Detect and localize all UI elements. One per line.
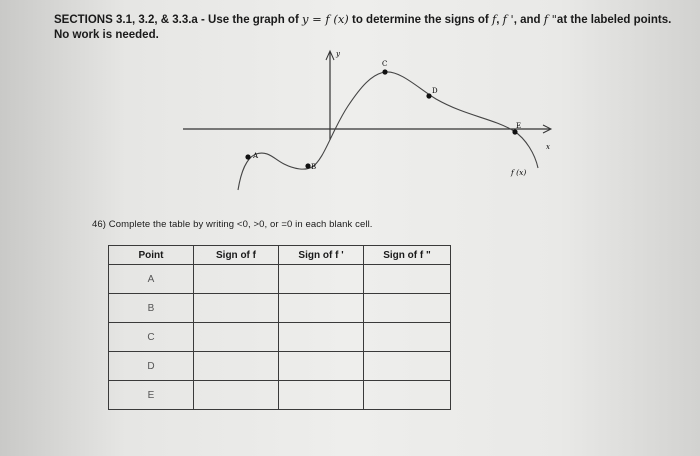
blank-cell[interactable] — [279, 381, 364, 410]
f-double-prime-symbol: f " — [543, 12, 557, 26]
point-a-label: A — [253, 152, 259, 160]
blank-cell[interactable] — [279, 294, 364, 323]
curve-label: f (x) — [511, 168, 527, 177]
x-axis-label: x — [546, 143, 550, 151]
row-point-label: A — [109, 265, 194, 294]
separator: , — [496, 14, 503, 26]
question-number: 46) — [92, 219, 107, 230]
y-axis-label: y — [336, 50, 340, 58]
answer-table — [108, 245, 451, 410]
blank-cell[interactable] — [364, 294, 451, 323]
table-row — [109, 265, 451, 294]
blank-cell[interactable] — [364, 323, 451, 352]
header-point: Point — [109, 246, 194, 265]
table-row — [109, 294, 451, 323]
point-a — [245, 154, 250, 159]
blank-cell[interactable] — [364, 352, 451, 381]
instruction-text: Use the graph of — [208, 14, 302, 26]
row-point-label: B — [109, 294, 194, 323]
header-sign-f-double-prime: Sign of f " — [364, 246, 451, 265]
dash: - — [197, 14, 209, 26]
blank-cell[interactable] — [279, 323, 364, 352]
blank-cell[interactable] — [364, 265, 451, 294]
section-label: SECTIONS 3.1, 3.2, & 3.3.a — [54, 14, 198, 26]
blank-cell[interactable] — [194, 265, 279, 294]
blank-cell[interactable] — [194, 352, 279, 381]
function-equation: y = f (x) — [301, 12, 349, 26]
point-d — [426, 93, 431, 98]
header-sign-f: Sign of f — [194, 246, 279, 265]
blank-cell[interactable] — [194, 294, 279, 323]
point-c-label: C — [382, 60, 388, 68]
point-d-label: D — [432, 87, 438, 95]
instruction-text: at the labeled points. No work is needed. — [54, 14, 672, 41]
point-b — [305, 163, 310, 168]
table-header-row — [109, 246, 451, 265]
question-prompt — [92, 219, 373, 230]
header-sign-f-prime: Sign of f ' — [279, 246, 364, 265]
point-e-label: E — [516, 122, 522, 130]
table-row — [109, 352, 451, 381]
blank-cell[interactable] — [194, 323, 279, 352]
table-row — [109, 323, 451, 352]
f-symbol: f — [491, 12, 497, 26]
instruction-text: to determine the signs of — [348, 14, 492, 26]
question-text: Complete the table by writing <0, >0, or =0 in each blank cell. — [108, 219, 373, 230]
blank-cell[interactable] — [364, 381, 451, 410]
separator: , and — [513, 14, 544, 26]
f-prime-symbol: f ' — [502, 12, 514, 26]
point-c — [382, 69, 387, 74]
point-e — [512, 129, 517, 134]
point-b-label: B — [311, 163, 317, 171]
blank-cell[interactable] — [194, 381, 279, 410]
blank-cell[interactable] — [279, 352, 364, 381]
f-curve — [238, 72, 538, 190]
table-row — [109, 381, 451, 410]
blank-cell[interactable] — [279, 265, 364, 294]
row-point-label: D — [109, 352, 194, 381]
row-point-label: C — [109, 323, 194, 352]
row-point-label: E — [109, 381, 194, 410]
